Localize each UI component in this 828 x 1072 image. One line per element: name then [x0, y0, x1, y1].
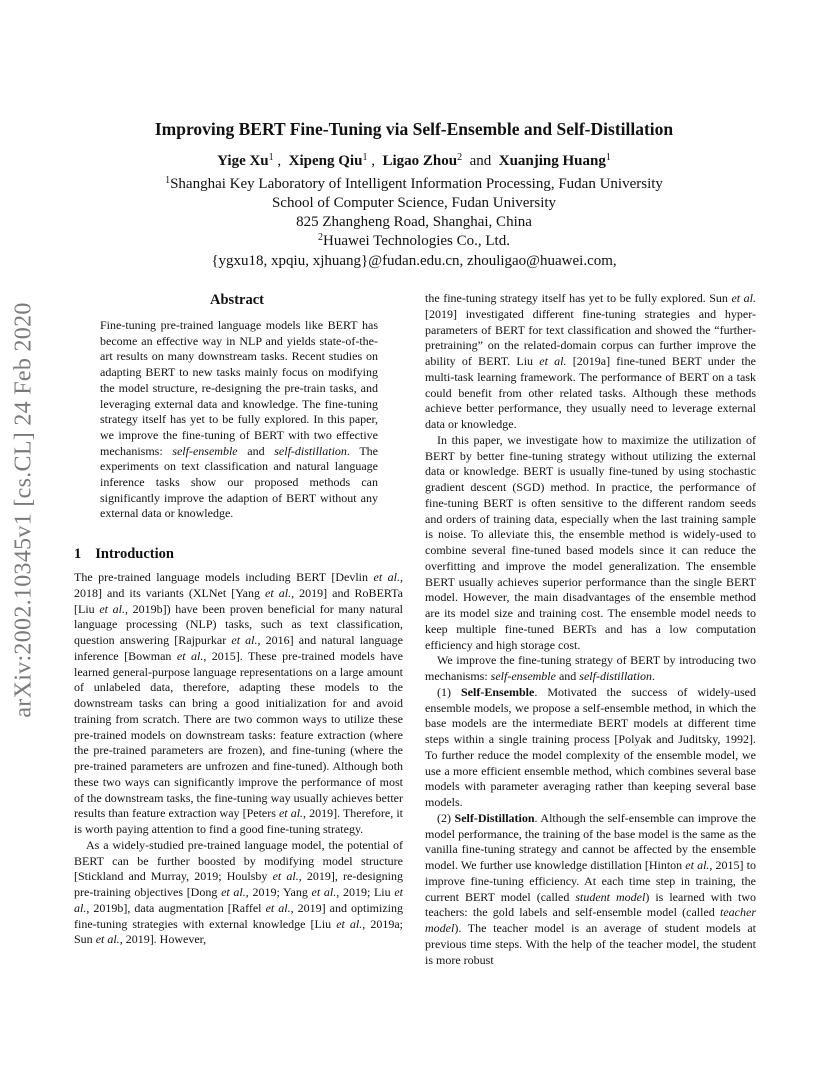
paragraph: As a widely-studied pre-trained language model, the potential of BERT can be further boosted by modifying model structure [Stickland and Murray, 2019; Houlsby et al., 2019], re-designing pre-training objectives [Dong et al., 2019; Yang et al., 2019; Liu et al., 2019b], data augmentation [Raffel et al., 2019] and optimizing fine-tuning strategies with external knowledge [Liu et al., 2019a; Sun et al., 2019]. However, — [74, 837, 404, 947]
abstract-body — [100, 318, 378, 522]
abstract-text: and — [237, 443, 275, 458]
paper-title: Improving BERT Fine-Tuning via Self-Ensemble and Self-Distillation — [154, 119, 674, 139]
affiliation-address: 825 Zhangheng Road, Shanghai, China — [296, 214, 532, 230]
author-name: Ligao Zhou — [382, 153, 458, 169]
right-column-body — [425, 291, 756, 968]
abstract-emphasis: self-ensemble — [172, 443, 238, 458]
affiliation-mark: 2 — [318, 232, 323, 243]
author-name: Xipeng Qiu — [288, 153, 363, 169]
arxiv-id: arXiv:2002.10345v1 [cs.CL] 24 Feb 2020 — [10, 302, 37, 718]
paragraph: We improve the fine-tuning strategy of BERT by introducing two mechanisms: self-ensemble and self-distillation. — [425, 653, 756, 683]
affiliation-school: School of Computer Science, Fudan University — [271, 195, 557, 211]
section-heading-introduction — [74, 546, 174, 563]
author-emails: {ygxu18, xpqiu, xjhuang}@fudan.edu.cn, zhouligao@huawei.com, — [211, 253, 617, 269]
paragraph: The pre-trained language models including BERT [Devlin et al., 2018] and its variants (XLNet [Yang et al., 2019] and RoBERTa [Liu et al., 2019b]) have been proven beneficial for many natural language processing (NLP) tasks, such as text classification, question answering [Rajpurkar et al., 2016] and natural language inference [Bowman et al., 2015]. These pre-trained models have learned general-purpose language representations on a large amount of unlabeled data, therefore, adapting these models to the downstream tasks can bring a good initialization for and avoid training from scratch. There are two common ways to utilize these pre-trained models on downstream tasks: feature extraction (where the pre-trained parameters are frozen), and fine-tuning (where the pre-trained parameters are unfrozen and fine-tuned). Although both these two ways can significantly improve the performance of most of the downstream tasks, the fine-tuning way usually achieves better results than feature extraction way [Peters et al., 2019]. Therefore, it is worth paying attention to find a good fine-tuning strategy. — [74, 570, 404, 836]
paragraph: In this paper, we investigate how to maximize the utilization of BERT by better fine-tuning strategy without utilizing the external data or knowledge. BERT is usually fine-tuned by using stochastic gradient descent (SGD) method. In practice, the performance of fine-tuning BERT is often sensitive to the different random seeds and orders of training data, especially when the last training sample is noise. To alleviate this, the ensemble method is widely-used to combine several fine-tuned based models since it can reduce the overfitting and improve the model generalization. The ensemble BERT usually achieves superior performance than the single BERT model. However, the main disadvantages of the ensemble method are its model size and training cost. The ensemble model needs to keep multiple fine-tuned BERTs and has a low computation efficiency and high storage cost. — [425, 432, 756, 652]
author-name: Xuanjing Huang — [498, 153, 606, 169]
abstract-text: Fine-tuning pre-trained language models like BERT has become an effective way in NLP and yields state-of-the-art results on many downstream tasks. Recent studies on adapting BERT to new tasks mainly focus on modifying the model structure, re-designing the pre-train tasks, and leveraging external data and knowledge. The fine-tuning strategy itself has yet to be fully explored. In this paper, we improve the fine-tuning of BERT with two effective mechanisms: — [100, 318, 378, 458]
affiliation-2 — [0, 232, 828, 251]
left-column-body — [74, 570, 403, 948]
affiliation-mark: 1 — [362, 152, 368, 163]
author-and: and — [469, 153, 492, 169]
affiliation-text: Shanghai Key Laboratory of Intelligent Information Processing, Fudan University — [170, 176, 663, 192]
section-number: 1 — [74, 546, 82, 562]
affiliation-mark: 2 — [457, 152, 463, 163]
arxiv-stamp — [4, 290, 44, 730]
section-title: Introduction — [95, 546, 174, 562]
paragraph: (2) Self-Distillation. Although the self-ensemble can improve the model performance, the training of the base model is the same as the vanilla fine-tuning strategy and cannot be affected by the ensemble model. We further use knowledge distillation [Hinton et al., 2015] to improve fine-tuning efficiency. At each time step in training, the current BERT model (called student model) is learned with two teachers: the gold labels and self-ensemble model (called teacher model). The teacher model is an average of student models at previous time steps. With the help of the teacher model, the student is more robust — [425, 810, 756, 967]
affiliation-1 — [0, 175, 828, 194]
author-name: Yige Xu — [217, 153, 269, 169]
paragraph: the fine-tuning strategy itself has yet to be fully explored. Sun et al. [2019] investigated different fine-tuning strategies and hyper-parameters of BERT for text classification and showed the “further-pretraining” on the related-domain corpus can further improve the ability of BERT. Liu et al. [2019a] fine-tuned BERT under the multi-task learning framework. The performance of BERT on a task could benefit from other related tasks. Although these methods achieve better performance, they usually need to leverage external data or knowledge. — [425, 291, 757, 431]
affiliation-mark: 1 — [165, 175, 171, 186]
affiliation-mark: 1 — [605, 152, 611, 163]
paragraph: (1) Self-Ensemble. Motivated the success of widely-used ensemble models, we propose a self-ensemble method, in which the base models are the intermediate BERT models at different time steps within a single training process [Polyak and Juditsky, 1992]. To further reduce the model complexity of the ensemble model, we use a more efficient ensemble method, which combines several base models with parameter averaging rather than keeping several base models. — [425, 684, 756, 809]
affiliation-mark: 1 — [268, 152, 274, 163]
author-list: Yige Xu$^1$ , Xipeng Qiu$^1$ , Ligao Zhou$^2$ and Xuanjing Huang$^1$ — [217, 152, 611, 169]
affiliation-text: Huawei Technologies Co., Ltd. — [323, 233, 510, 249]
abstract-heading: Abstract — [210, 292, 264, 308]
abstract-emphasis: self-distillation — [274, 443, 347, 458]
abstract-text: . The experiments on text classification and natural language inference tasks show our proposed methods can significantly improve the adaption of BERT without any external data or knowledge. — [100, 443, 379, 521]
